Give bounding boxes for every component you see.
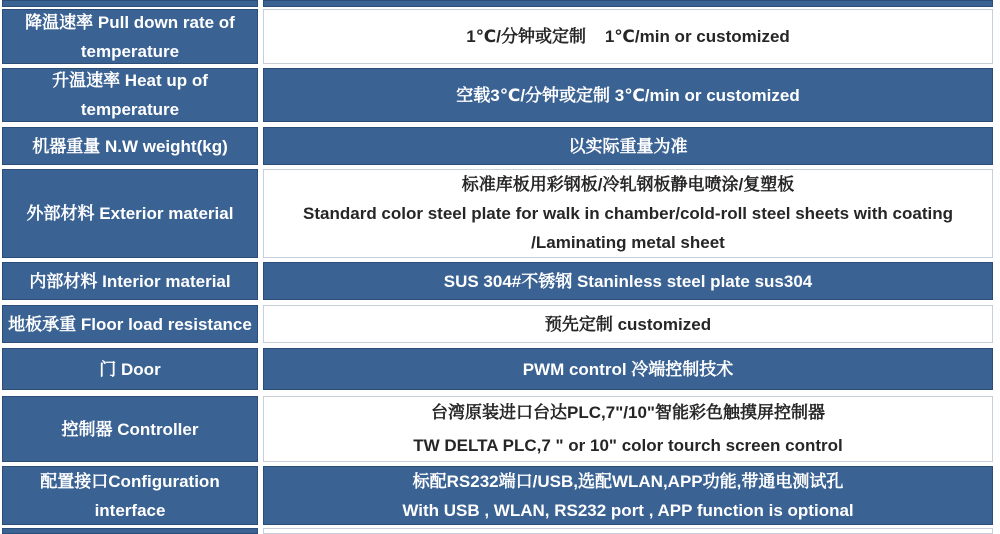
row-label: 降温速率 Pull down rate of temperature [25,12,235,61]
row-label-cell [2,528,258,534]
spec-row-configuration-interface [2,466,993,525]
row-value: 预先定制 customized [544,314,712,334]
row-label-cell [2,169,258,258]
row-value-cell [263,348,993,390]
row-label: 内部材料 Interior material [29,271,231,291]
row-value-line: 标配RS232端口/USB,选配WLAN,APP功能,带通电测试孔 [412,471,844,491]
row-label-cell [2,466,258,525]
row-label: 控制器 Controller [61,419,199,439]
row-label: 外部材料 Exterior material [26,204,234,223]
row-value-cell [263,169,993,258]
row-label-cell [2,262,258,300]
row-value-cell [263,528,993,534]
row-value-line: With USB , WLAN, RS232 port , APP function is optional [402,500,854,520]
row-label-cell [2,68,258,122]
row-value: 空载3℃/分钟或定制 3℃/min or customized [456,85,800,105]
row-value-cell [263,262,993,300]
row-value-line: 标准库板用彩钢板/冷轧钢板静电喷涂/复塑板 [461,175,795,194]
row-label-cell [2,127,258,165]
row-value-cell [263,396,993,462]
row-value-cell [263,305,993,343]
row-label: 地板承重 Floor load resistance [8,314,252,334]
row-value: PWM control 冷端控制技术 [522,359,734,379]
row-label-cell [2,305,258,343]
row-value-line: TW DELTA PLC,7 " or 10" color tourch screen control [413,436,843,455]
spec-row-clipped-top [2,0,993,7]
spec-row-pull-down-rate [2,9,993,64]
row-value: 以实际重量为准 [568,136,688,156]
row-label: 门 Door [99,359,161,379]
spec-row-interior-material [2,262,993,300]
row-value: SUS 304#不锈钢 Staninless steel plate sus304 [443,271,813,291]
row-label-cell [2,9,258,64]
row-value-cell [263,0,993,7]
row-value-cell [263,9,993,64]
spec-row-nw-weight [2,127,993,165]
row-value-line: Standard color steel plate for walk in chamber/cold-roll steel sheets with coating [303,204,953,223]
row-value: 1℃/分钟或定制 1℃/min or customized [466,27,790,46]
row-value-line: 台湾原装进口台达PLC,7"/10"智能彩色触摸屏控制器 [431,403,825,422]
row-label: 机器重量 N.W weight(kg) [32,136,228,156]
spec-row-controller [2,396,993,462]
row-value-cell [263,127,993,165]
row-label: 配置接口Configuration interface [40,471,220,520]
spec-row-clipped-bottom [2,528,993,534]
row-label: 升温速率 Heat up of temperature [52,71,208,119]
spec-row-exterior-material [2,169,993,258]
row-label-cell [2,348,258,390]
row-value-line: /Laminating metal sheet [531,233,725,252]
spec-row-heat-up-rate [2,68,993,122]
spec-row-door [2,348,993,390]
row-value-cell [263,466,993,525]
row-label-cell [2,396,258,462]
row-label-cell [2,0,258,7]
spec-row-floor-load [2,305,993,343]
row-value-cell [263,68,993,122]
